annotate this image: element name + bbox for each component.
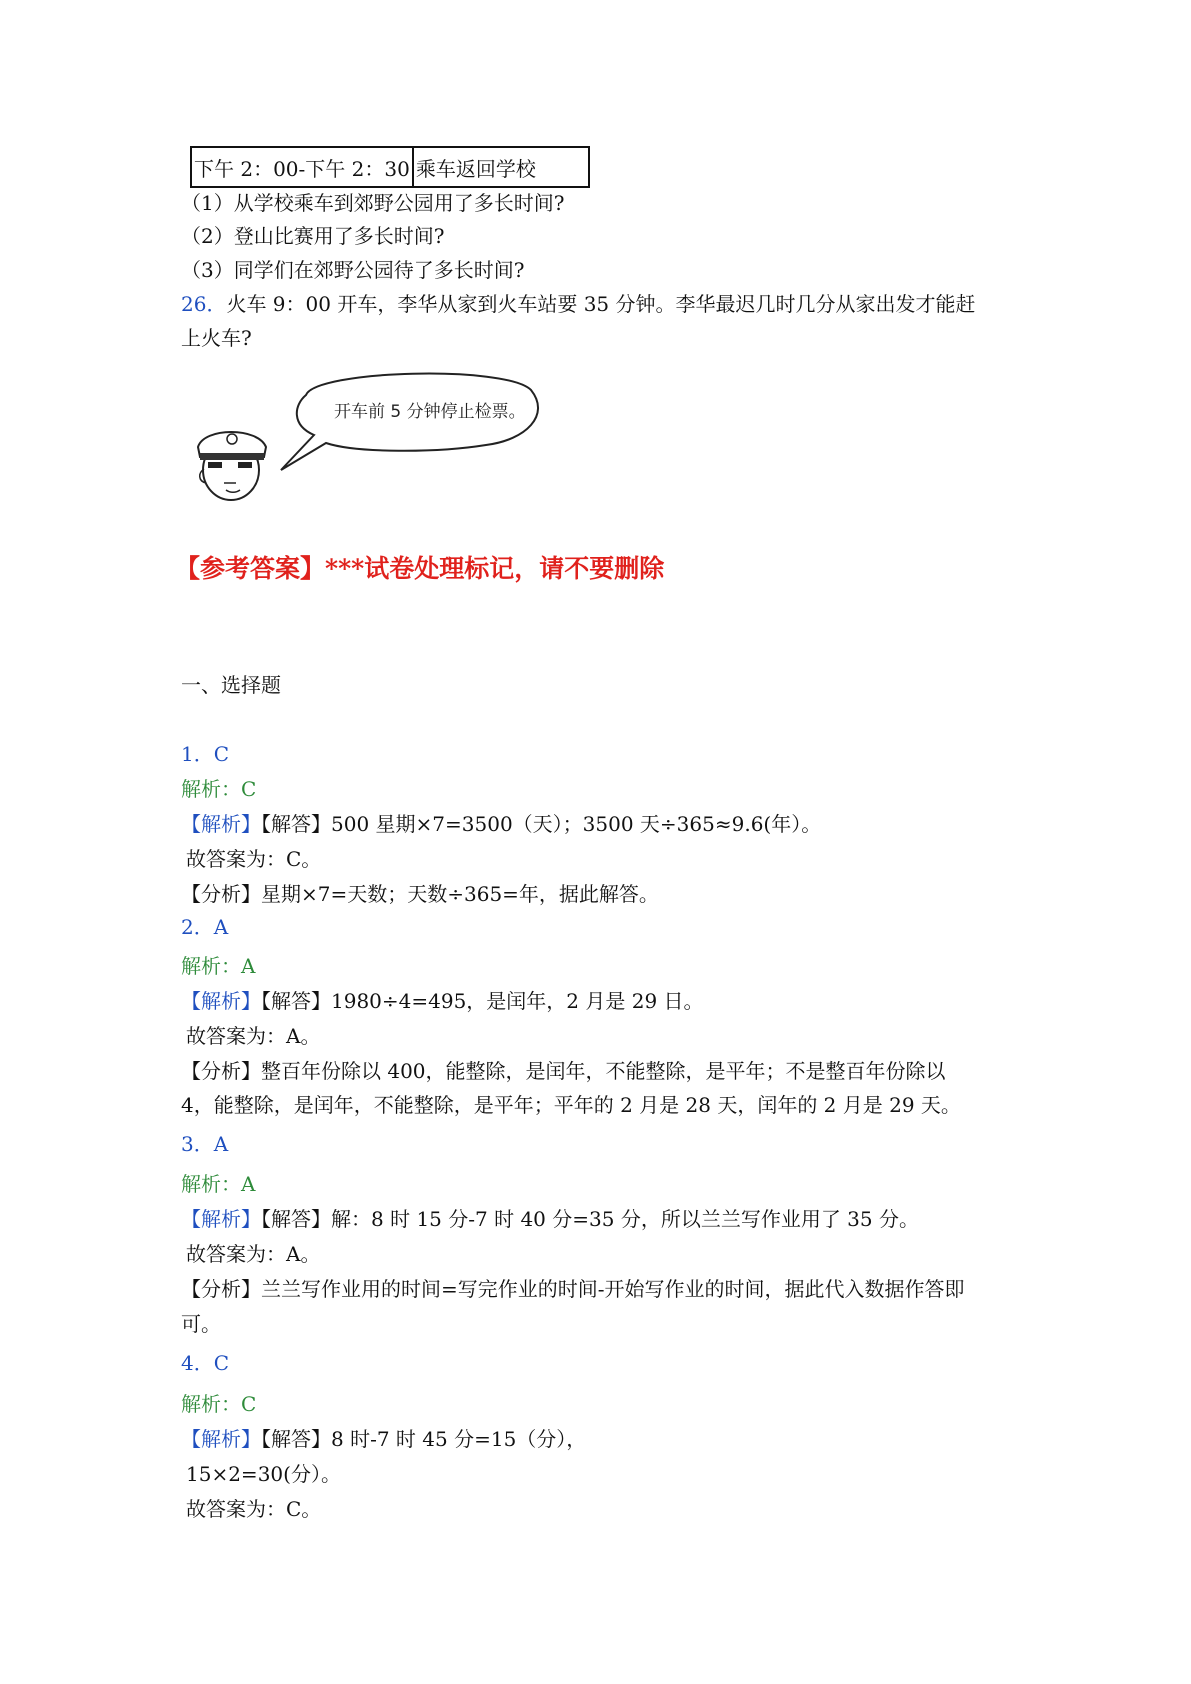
answer-jiexi: 解析：A (181, 1172, 256, 1196)
answer-number: 1．C (181, 742, 230, 766)
schedule-activity-cell: 乘车返回学校 (413, 147, 589, 187)
answer-solution (181, 987, 704, 1015)
answer-analysis: 4，能整除，是闰年，不能整除，是平年；平年的 2 月是 28 天，闰年的 2 月是 29 天。 (181, 1093, 961, 1117)
q25-sub1: （1）从学校乘车到郊野公园用了多长时间? (181, 191, 565, 215)
jiexi-tag: 【解析】 (181, 1427, 261, 1451)
answer-conclusion: 故答案为：C。 (186, 1497, 322, 1521)
schedule-table (190, 146, 590, 188)
answer-solution (181, 1425, 586, 1453)
processing-marker: ***试卷处理标记，请不要删除 (325, 554, 665, 583)
solution-text: 【解答】1980÷4=495，是闰年，2 月是 29 日。 (261, 989, 704, 1013)
schedule-time-cell: 下午 2：00-下午 2：30 (191, 147, 413, 187)
q25-sub2: （2）登山比赛用了多长时间? (181, 224, 445, 248)
jiexi-tag: 【解析】 (181, 812, 261, 836)
answer-jiexi: 解析：C (181, 1392, 257, 1416)
answer-analysis: 【分析】星期×7=天数；天数÷365=年，据此解答。 (181, 882, 659, 906)
solution-text: 【解答】解：8 时 15 分-7 时 40 分=35 分，所以兰兰写作业用了 35 分。 (261, 1207, 919, 1231)
speech-text: 开车前 5 分钟停止检票。 (334, 402, 526, 422)
answer-analysis: 【分析】整百年份除以 400，能整除，是闰年，不能整除，是平年；不是整百年份除以 (181, 1059, 946, 1083)
answer-conclusion: 故答案为：C。 (186, 847, 322, 871)
q26-line1 (181, 290, 976, 318)
answer-label: 【参考答案】 (175, 554, 326, 583)
answer-jiexi: 解析：C (181, 777, 257, 801)
answer-header (175, 552, 664, 586)
jiexi-tag: 【解析】 (181, 989, 261, 1013)
q26-text: 火车 9：00 开车，李华从家到火车站要 35 分钟。李华最迟几时几分从家出发才能赶 (226, 292, 976, 316)
answer-conclusion: 故答案为：A。 (186, 1242, 321, 1266)
answer-analysis: 【分析】兰兰写作业用的时间=写完作业的时间-开始写作业的时间，据此代入数据作答即 (181, 1277, 965, 1301)
ticket-inspector-illustration (186, 365, 546, 515)
q26-line2: 上火车? (181, 326, 252, 350)
answer-jiexi: 解析：A (181, 954, 256, 978)
answer-solution-cont: 15×2=30(分）。 (186, 1462, 341, 1486)
answer-conclusion: 故答案为：A。 (186, 1024, 321, 1048)
answer-solution (181, 810, 821, 838)
answer-solution (181, 1205, 919, 1233)
solution-text: 【解答】500 星期×7=3500（天）；3500 天÷365≈9.6(年）。 (261, 812, 822, 836)
section-title: 一、选择题 (181, 673, 281, 697)
answer-number: 4．C (181, 1351, 230, 1375)
table-row (191, 147, 589, 187)
answer-number: 3．A (181, 1132, 229, 1156)
jiexi-tag: 【解析】 (181, 1207, 261, 1231)
inspector-face-icon (198, 432, 266, 500)
answer-number: 2．A (181, 915, 229, 939)
q25-sub3: （3）同学们在郊野公园待了多长时间? (181, 258, 525, 282)
q26-number: 26． (181, 292, 227, 316)
solution-text: 【解答】8 时-7 时 45 分=15（分）， (261, 1427, 587, 1451)
answer-analysis: 可。 (181, 1312, 221, 1336)
